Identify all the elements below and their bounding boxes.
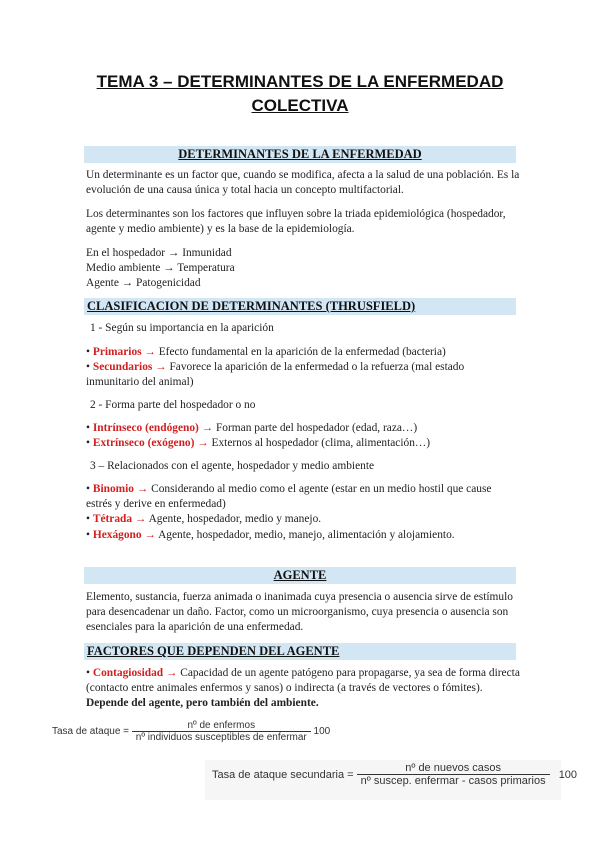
arrow-icon: → bbox=[134, 513, 147, 526]
document-title bbox=[60, 70, 540, 118]
arrow-icon: → bbox=[144, 528, 156, 541]
determinant-list bbox=[86, 246, 520, 292]
group-title-1: 1 - Según su importancia en la aparición bbox=[90, 322, 274, 334]
bullet-icon: • bbox=[86, 422, 90, 434]
section-heading-agente: AGENTE bbox=[84, 567, 516, 584]
term-primarios: Primarios bbox=[92, 346, 142, 358]
paragraph-definition: Un determinante es un factor que, cuando se modifica, afecta a la salud de una población. Es la evolución de una causa única y total hacia un concepto multifactorial. bbox=[86, 169, 520, 197]
formula-label: Tasa de ataque = bbox=[52, 726, 130, 737]
bullet-icon: • bbox=[86, 437, 90, 450]
term-tetrada: Tétrada bbox=[92, 513, 133, 526]
formula-numerator: nº de nuevos casos bbox=[405, 762, 501, 774]
list-item: Agente → Patogenicidad bbox=[86, 277, 201, 290]
paragraph-triada: Los determinantes son los factores que influyen sobre la triada epidemiológica (hospedador, agente y medio ambiente) y es la base de la epidemiología. bbox=[86, 208, 506, 236]
term-extrinseco: Extrínseco (exógeno) bbox=[92, 437, 195, 450]
group-3-items: • Binomio → Considerando al medio como el agente (estar en un medio hostil que cause estrés y derive en enfermedad) • Tétrada → Agente, hospedador, medio y manejo. • Hexágono → Agente, hospedador, medio, manejo, alimentación y alojamiento. bbox=[86, 483, 492, 541]
group-1-items: • Primarios → Efecto fundamental en la aparición de la enfermedad (bacteria) • Secundarios → Favorece la aparición de la enfermedad o la refuerza (mal estado inmunitario del animal) bbox=[86, 346, 465, 389]
bullet-icon: • bbox=[86, 667, 90, 679]
term-hexagono: Hexágono bbox=[92, 528, 142, 541]
formula-tasa-ataque bbox=[52, 720, 330, 743]
bullet-icon: • bbox=[86, 346, 90, 358]
formula-factor: 100 bbox=[313, 726, 331, 737]
group-2-items: • Intrínseco (endógeno) → Forman parte del hospedador (edad, raza…) • Extrínseco (exógeno) → Externos al hospedador (clima, alimentación…) bbox=[86, 422, 431, 450]
paragraph-agente: Elemento, sustancia, fuerza animada o inanimada cuya presencia o ausencia sirve de estímulo para desencadenar un daño. Factor, como un microorganismo, cuya presencia o ausencia son esenciales para la aparición de una enfermedad. bbox=[86, 591, 513, 634]
formula-factor: 100 bbox=[558, 768, 578, 781]
bullet-icon: • bbox=[86, 361, 90, 374]
bullet-icon: • bbox=[86, 528, 90, 541]
arrow-icon: → bbox=[165, 667, 178, 679]
arrow-icon: → bbox=[155, 361, 167, 374]
formula-denominator: nº individuos susceptibles de enfermar bbox=[132, 731, 311, 743]
arrow-icon: → bbox=[136, 483, 149, 495]
group-title-3: 3 – Relacionados con el agente, hospedador y medio ambiente bbox=[90, 460, 375, 472]
term-binomio: Binomio bbox=[92, 483, 135, 495]
formula-fraction bbox=[132, 720, 311, 743]
arrow-icon: → bbox=[163, 262, 175, 275]
section-heading-factores: FACTORES QUE DEPENDEN DEL AGENTE bbox=[84, 643, 516, 660]
arrow-icon: → bbox=[121, 277, 134, 290]
term-intrinseco: Intrínseco (endógeno) bbox=[92, 422, 199, 434]
title-line-2: COLECTIVA bbox=[251, 96, 349, 115]
bold-statement: Depende del agente, pero también del ambiente bbox=[86, 697, 316, 710]
group-title-2: 2 - Forma parte del hospedador o no bbox=[90, 399, 256, 411]
title-line-1: TEMA 3 – DETERMINANTES DE LA ENFERMEDAD bbox=[96, 72, 504, 91]
term-secundarios: Secundarios bbox=[92, 361, 153, 374]
arrow-icon: → bbox=[197, 437, 209, 450]
formula-tasa-ataque-secundaria bbox=[212, 762, 577, 787]
formula-numerator: nº de enfermos bbox=[187, 720, 256, 731]
bullet-icon: • bbox=[86, 483, 90, 495]
formula-denominator: nº suscep. enfermar - casos primarios bbox=[357, 774, 550, 787]
arrow-icon: → bbox=[167, 247, 180, 259]
term-contagiosidad: Contagiosidad bbox=[92, 667, 164, 679]
paragraph-contagiosidad: • Contagiosidad → Capacidad de un agente patógeno para propagarse, ya sea de forma directa (contacto entre animales enfermos y sanos) o indirecta (a través de vectores o fómites). Depende del agente, pero también del ambiente. bbox=[86, 667, 520, 710]
section-heading-determinantes: DETERMINANTES DE LA ENFERMEDAD bbox=[84, 146, 516, 163]
list-item: En el hospedador → Inmunidad bbox=[86, 247, 232, 259]
formula-label: Tasa de ataque secundaria = bbox=[212, 768, 354, 781]
list-item: Medio ambiente → Temperatura bbox=[86, 262, 235, 275]
arrow-icon: → bbox=[201, 422, 214, 434]
formula-fraction bbox=[357, 762, 550, 787]
arrow-icon: → bbox=[144, 346, 156, 358]
section-heading-clasificacion: CLASIFICACION DE DETERMINANTES (THRUSFIELD) bbox=[84, 298, 516, 315]
bullet-icon: • bbox=[86, 513, 90, 526]
